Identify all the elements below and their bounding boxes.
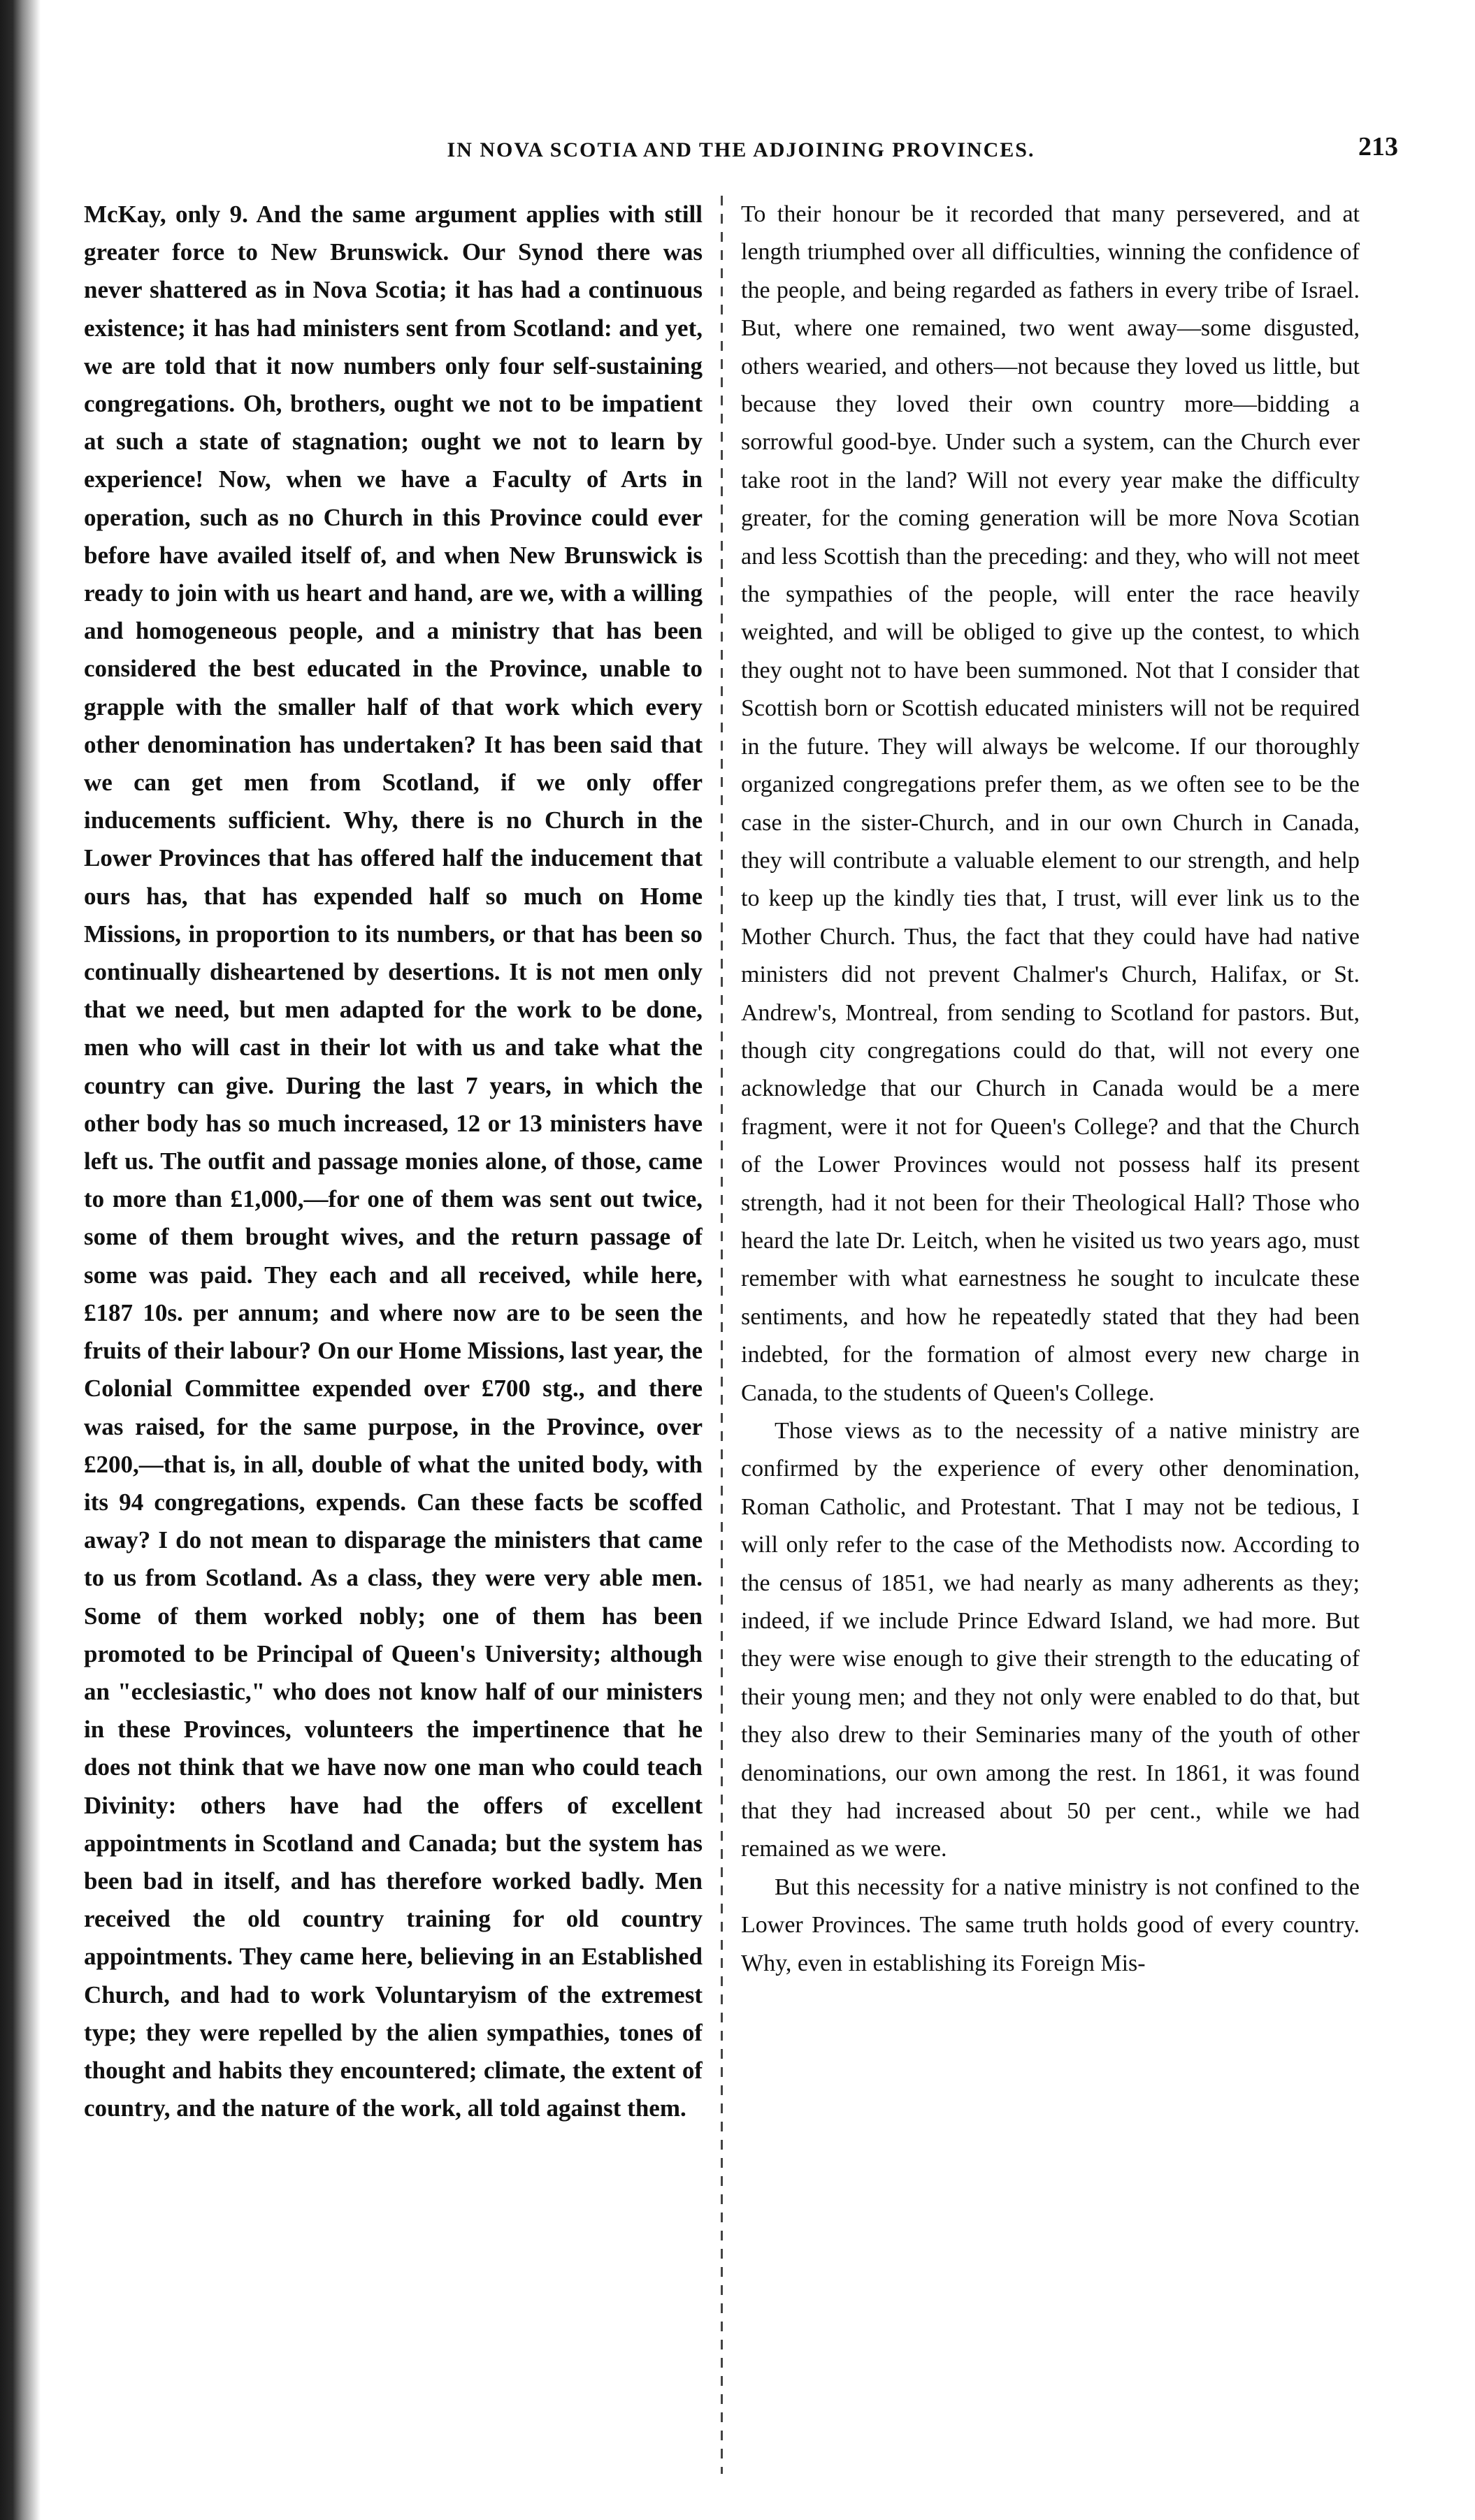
left-column [84, 196, 703, 2474]
column-divider [721, 196, 723, 2474]
book-page [84, 84, 1398, 2488]
right-paragraph-1: To their honour be it recorded that many persevered, and at length triumphed over all difficulties, winning the confidence of the people, and being regarded as fathers in every tribe of Israel. But, where one remained, two went away—some disgusted, others wearied, and others—not because they loved us little, but because they loved their own country more—bidding a sorrowful good-bye. Under such a system, can the Church ever take root in the land? Will not every year make the difficulty greater, for the coming generation will be more Nova Scotian and less Scottish than the preceding: and they, who will not meet the sympathies of the people, will enter the race heavily weighted, and will be obliged to give up the contest, to which they ought not to have been summoned. Not that I consider that Scottish born or Scottish educated ministers will not be required in the future. They will always be welcome. If our thoroughly organized congregations prefer them, as we often see to be the case in the sister-Church, and in our own Church in Canada, they will contribute a valuable element to our strength, and help to keep up the kindly ties that, I trust, will ever link us to the Mother Church. Thus, the fact that they could have had native ministers did not prevent Chalmer's Church, Halifax, or St. Andrew's, Montreal, from sending to Scotland for pastors. But, though city congregations could do that, will not every one acknowledge that our Church in Canada would be a mere fragment, were it not for Queen's College? and that the Church of the Lower Provinces would not possess half its present strength, had it not been for their Theological Hall? Those who heard the late Dr. Leitch, when he visited us two years ago, must remember with what earnestness he sought to inculcate these sentiments, and how he repeatedly stated that they had been indebted, for the formation of almost every new charge in Canada, to the students of Queen's College. [741, 201, 1360, 1406]
page-number: 213 [1358, 132, 1398, 161]
left-paragraph-1: McKay, only 9. And the same argument applies with still greater force to New Brunswick. Our Synod there was never shattered as in Nova Scotia; it has had a continuous existence; it has had ministers sent from Scotland: and yet, we are told that it now numbers only four self-sustaining congregations. Oh, brothers, ought we not to be impatient at such a state of stagnation; ought we not to learn by experience! Now, when we have a Faculty of Arts in operation, such as no Church in this Province could ever before have availed itself of, and when New Brunswick is ready to join with us heart and hand, are we, with a willing and homogeneous people, and a ministry that has been considered the best educated in the Province, unable to grapple with the smaller half of that work which every other denomination has undertaken? It has been said that we can get men from Scotland, if we only offer inducements sufficient. Why, there is no Church in the Lower Provinces that has offered half the inducement that ours has, that has expended half so much on Home Missions, in proportion to its numbers, or that has been so continually disheartened by desertions. It is not men only that we need, but men adapted for the work to be done, men who will cast in their lot with us and take what the country can give. During the last 7 years, in which the other body has so much increased, 12 or 13 ministers have left us. The outfit and passage monies alone, of those, came to more than £1,000,—for one of them was sent out twice, some of them brought wives, and the return passage of some was paid. They each and all received, while here, £187 10s. per annum; and where now are to be seen the fruits of their labour? On our Home Missions, last year, the Colonial Committee expended over £700 stg., and there was raised, for the same purpose, in the Province, over £200,—that is, in all, double of what the united body, with its 94 congregations, expends. Can these facts be scoffed away? I do not mean to disparage the ministers that came to us from Scotland. As a class, they were very able men. Some of them worked nobly; one of them has been promoted to be Principal of Queen's University; although an "ecclesiastic," who does not know half of our ministers in these Provinces, volunteers the impertinence that he does not think that we have now one man who could teach Divinity: others have had the offers of excellent appointments in Scotland and Canada; but the system has been bad in itself, and has therefore worked badly. Men received the old country training for old country appointments. They came here, believing in an Established Church, and had to work Voluntaryism of the extremest type; they were repelled by the alien sympathies, tones of thought and habits they encountered; climate, the extent of country, and the nature of the work, all told against them. [84, 201, 703, 2122]
right-paragraph-3: But this necessity for a native ministry is not confined to the Lower Provinces. The same truth holds good of every country. Why, even in establishing its Foreign Mis- [741, 1874, 1360, 1976]
page-header [84, 126, 1398, 175]
right-column [741, 196, 1360, 2474]
right-paragraph-2: Those views as to the necessity of a native ministry are confirmed by the experience of every other denomination, Roman Catholic, and Protestant. That I may not be tedious, I will only refer to the case of the Methodists now. According to the census of 1851, we had nearly as many adherents as they; indeed, if we include Prince Edward Island, we had more. But they were wise enough to give their strength to the educating of their young men; and they not only were enabled to do that, but they also drew to their Seminaries many of the youth of other denominations, our own among the rest. In 1861, it was found that they had increased about 50 per cent., while we had remained as we were. [741, 1418, 1360, 1862]
running-head: IN NOVA SCOTIA AND THE ADJOINING PROVINCES. [447, 138, 1035, 161]
scan-binding-shadow [0, 0, 42, 2520]
two-column-body [84, 196, 1398, 2474]
